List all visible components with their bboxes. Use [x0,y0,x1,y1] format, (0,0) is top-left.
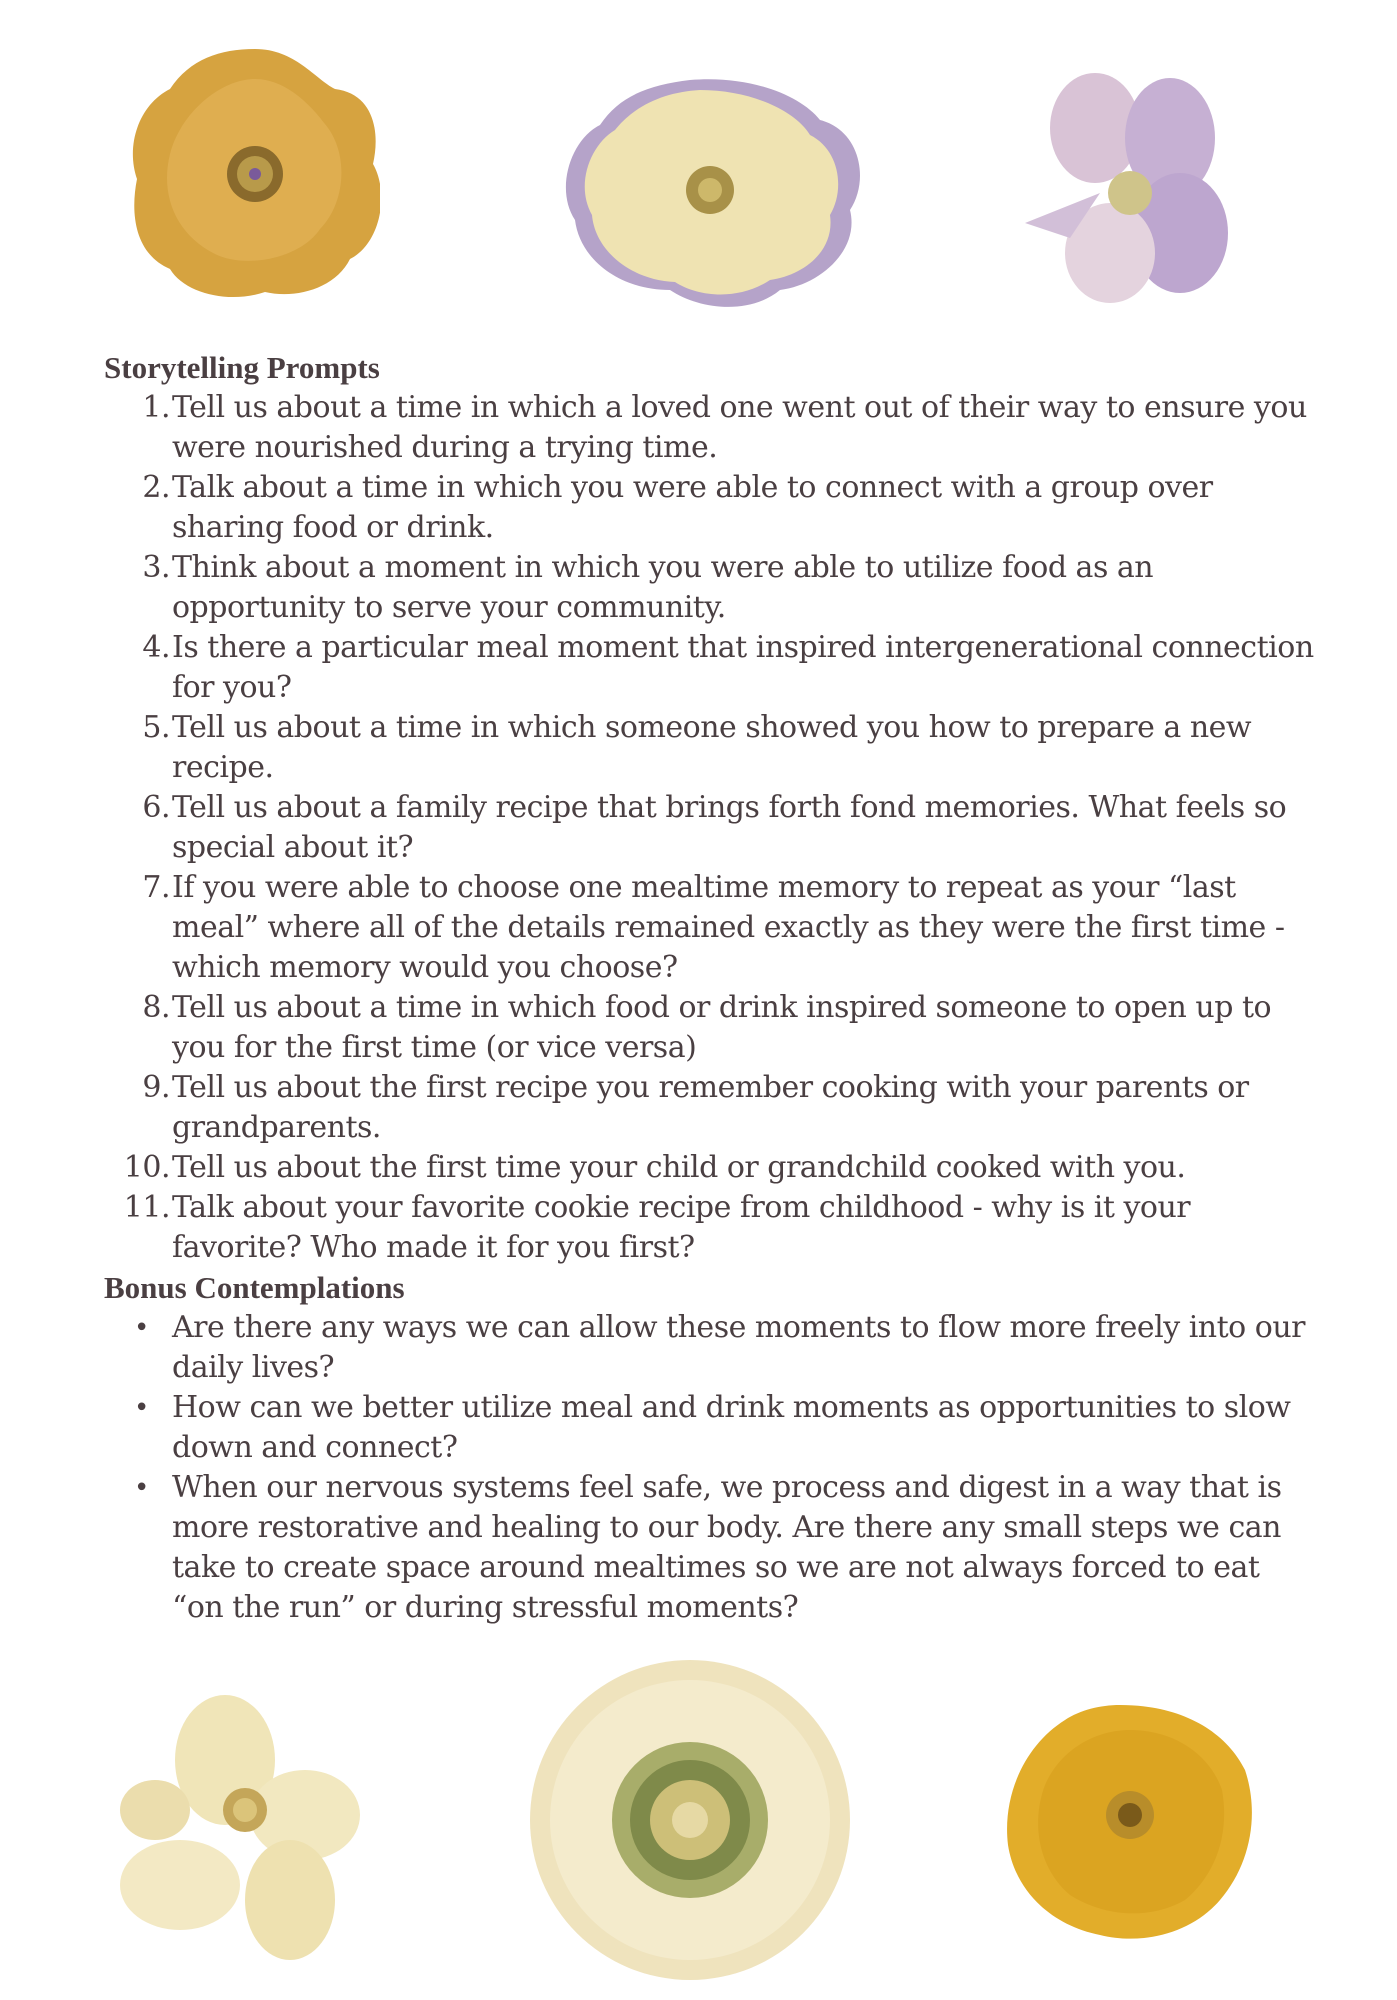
list-item: 7. If you were able to choose one mealtime memory to repeat as your “last meal” where all of the details remained exactly as they were the first time - which memory would you choose? [142,870,1285,985]
pressed-daisy-flower-image [520,1650,860,1990]
list-item: 10. Tell us about the first time your child or grandchild cooked with you. [123,1150,1186,1185]
main-content [104,348,1314,1628]
bonus-heading: Bonus Contemplations [104,1270,405,1305]
list-item: 8. Tell us about a time in which food or drink inspired someone to open up to you for the first time (or vice versa) [142,990,1272,1065]
pressed-cream-lavender-flower-image [550,60,870,320]
list-item: 6. Tell us about a family recipe that brings forth fond memories. What feels so special about it? [142,790,1287,865]
list-item: • Are there any ways we can allow these moments to flow more freely into our daily lives? [134,1310,1305,1385]
bullet-icon: • [134,1473,149,1503]
pressed-orange-flower-image [130,34,380,304]
top-flower-row [0,20,1397,320]
list-item: 3. Think about a moment in which you were able to utilize food as an opportunity to serve your community. [142,550,1154,625]
storytelling-heading: Storytelling Prompts [104,350,380,385]
bonus-contemplations-list [104,1308,1314,1628]
list-item: 2. Talk about a time in which you were able to connect with a group over sharing food or drink. [142,470,1213,545]
pressed-yellow-cosmos-flower-image [1000,1700,1260,1950]
list-item: 5. Tell us about a time in which someone showed you how to prepare a new recipe. [142,710,1252,785]
bullet-icon: • [134,1313,149,1343]
list-item: • When our nervous systems feel safe, we process and digest in a way that is more restorative and healing to our body. Are there any small steps we can take to create space around mealtimes so we are not always forced to eat “on the run” or during stressful moments? [134,1470,1282,1625]
list-item: 1. Tell us about a time in which a loved one went out of their way to ensure you were nourished during a trying time. [142,390,1307,465]
pressed-lavender-flower-image [1020,68,1240,318]
storytelling-prompts-list [104,388,1314,1268]
list-item: 11. Talk about your favorite cookie recipe from childhood - why is it your favorite? Who made it for you first? [123,1190,1191,1265]
bottom-flower-row [0,1640,1397,1990]
list-item: 4. Is there a particular meal moment that inspired intergenerational connection for you? [142,630,1314,705]
bullet-icon: • [134,1393,149,1423]
list-item: • How can we better utilize meal and drink moments as opportunities to slow down and connect? [134,1390,1291,1465]
list-item: 9. Tell us about the first recipe you remember cooking with your parents or grandparents. [142,1070,1249,1145]
pressed-cream-flower-image [100,1695,370,1965]
